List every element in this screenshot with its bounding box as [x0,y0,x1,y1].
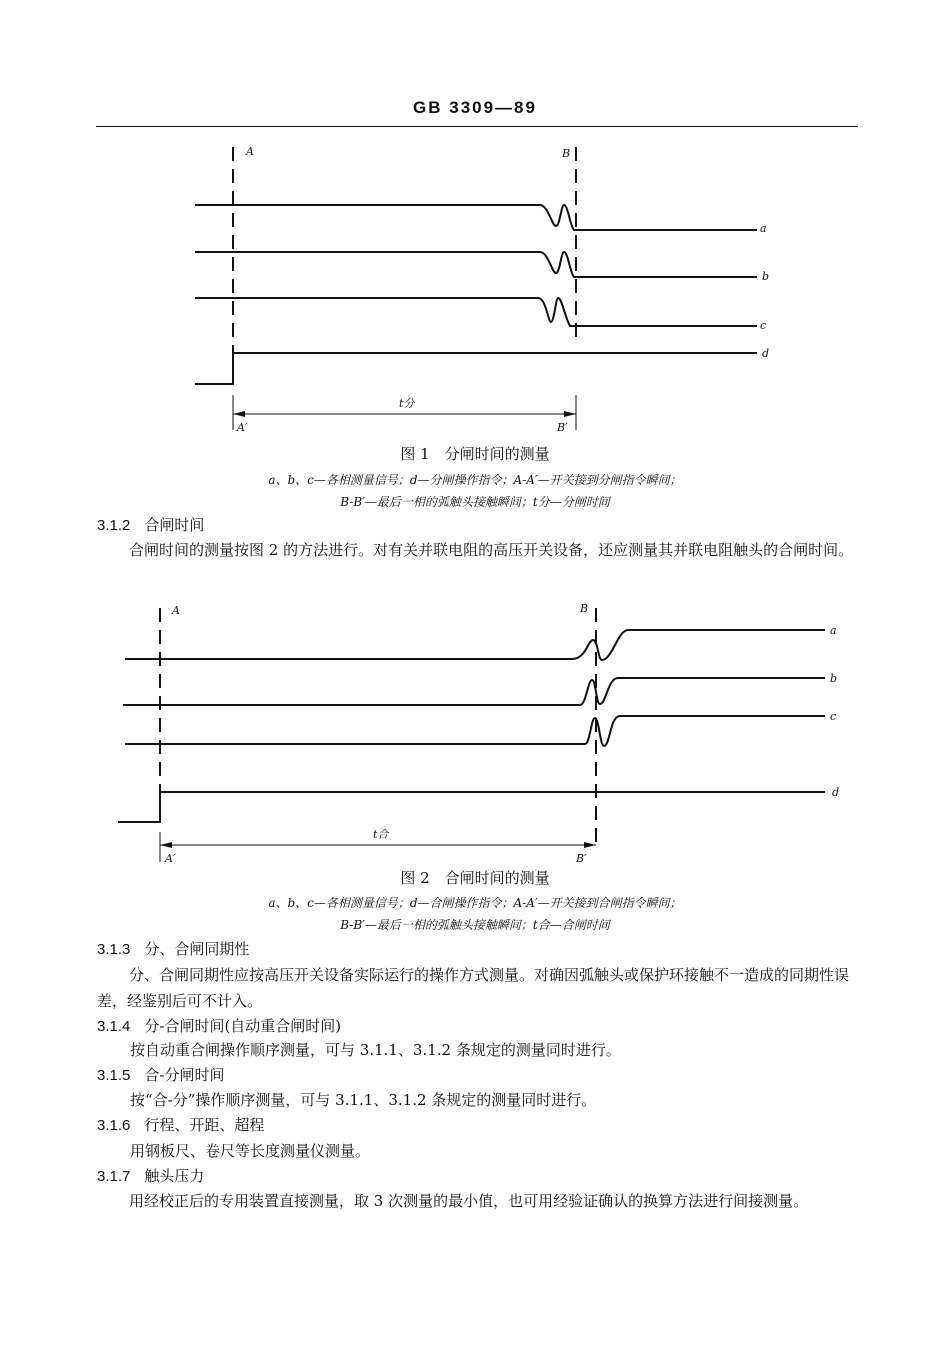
figure-2-caption: 图 2 合闸时间的测量 [400,869,550,887]
figure-1-caption: 图 1 分闸时间的测量 [400,445,550,463]
section-3-1-7-body: 用经校正后的专用装置直接测量，取 3 次测量的最小值，也可用经验证确认的换算方法进行间接测量。 [129,1192,809,1210]
section-title: 合-分闸时间 [144,1066,225,1084]
signal-b [123,678,825,705]
signal-d [118,792,825,822]
label-d: d [762,347,770,360]
label-B-prime: B′ [576,852,587,865]
section-3-1-6-body: 用钢板尺、卷尺等长度测量仪测量。 [130,1142,371,1160]
label-B: B [562,147,571,160]
section-number: 3.1.6 [97,1117,131,1134]
label-d: d [832,786,840,799]
section-title: 行程、开距、超程 [144,1116,265,1134]
signal-b [195,252,757,277]
section-3-1-6-heading [97,1114,264,1135]
section-3-1-5-body: 按“合-分”操作顺序测量，可与 3.1.1、3.1.2 条规定的测量同时进行。 [130,1091,597,1109]
section-title: 触头压力 [144,1167,205,1185]
section-title: 分-合闸时间(自动重合闸时间) [144,1017,342,1035]
signal-a [125,630,825,660]
signal-c [125,716,825,746]
label-A: A [246,145,254,158]
label-a: a [830,624,837,637]
figure-2-legend-line2: B-B′—最后一相的弧触头接触瞬间；t合—合闸时间 [340,918,610,932]
section-number: 3.1.3 [97,941,131,958]
section-title: 合闸时间 [144,516,205,534]
figure-2-diagram [0,595,950,875]
figure-1-legend-line2: B-B′—最后一相的弧触头接触瞬间；t分—分闸时间 [340,495,610,509]
label-A-prime: A′ [237,421,248,434]
header-rule [96,126,858,127]
figure-1-legend-line1: a、b、c—各相测量信号；d—分闸操作指令；A-A′—开关接到分闸指令瞬间； [268,473,682,487]
label-B-prime: B′ [557,421,568,434]
section-number: 3.1.5 [97,1067,131,1084]
label-c: c [830,710,837,723]
signal-a [195,205,757,230]
section-3-1-4-heading [97,1015,341,1036]
figure-2-legend-line1: a、b、c—各相测量信号；d—合闸操作指令；A-A′—开关接到合闸指令瞬间； [268,896,682,910]
section-3-1-3-body: 分、合闸同期性应按高压开关设备实际运行的操作方式测量。对确因弧触头或保护环接触不一造成的同期性误差，经鉴别后可不计入。 [97,966,850,1010]
label-A-prime: A′ [165,852,176,865]
signal-d [195,353,757,384]
section-3-1-5-heading [97,1064,224,1085]
label-b: b [762,270,770,283]
label-a: a [760,222,767,235]
section-title: 分、合闸同期性 [144,940,250,958]
section-number: 3.1.7 [97,1168,131,1185]
label-B: B [580,602,589,615]
signal-c [195,298,757,326]
standard-header: GB 3309—89 [413,98,537,117]
label-A: A [172,604,180,617]
section-3-1-2-body: 合闸时间的测量按图 2 的方法进行。对有关并联电阻的高压开关设备，还应测量其并联电阻触头的合闸时间。 [129,541,854,559]
section-3-1-3-heading [97,938,249,959]
label-t-close: t合 [373,828,389,841]
section-3-1-7-heading [97,1165,204,1186]
section-number: 3.1.2 [97,517,131,534]
label-t-open: t分 [399,397,415,410]
label-b: b [830,672,838,685]
section-3-1-2-heading [97,514,204,535]
label-c: c [760,319,767,332]
section-3-1-4-body: 按自动重合闸操作顺序测量，可与 3.1.1、3.1.2 条规定的测量同时进行。 [130,1041,621,1059]
section-number: 3.1.4 [97,1018,131,1035]
